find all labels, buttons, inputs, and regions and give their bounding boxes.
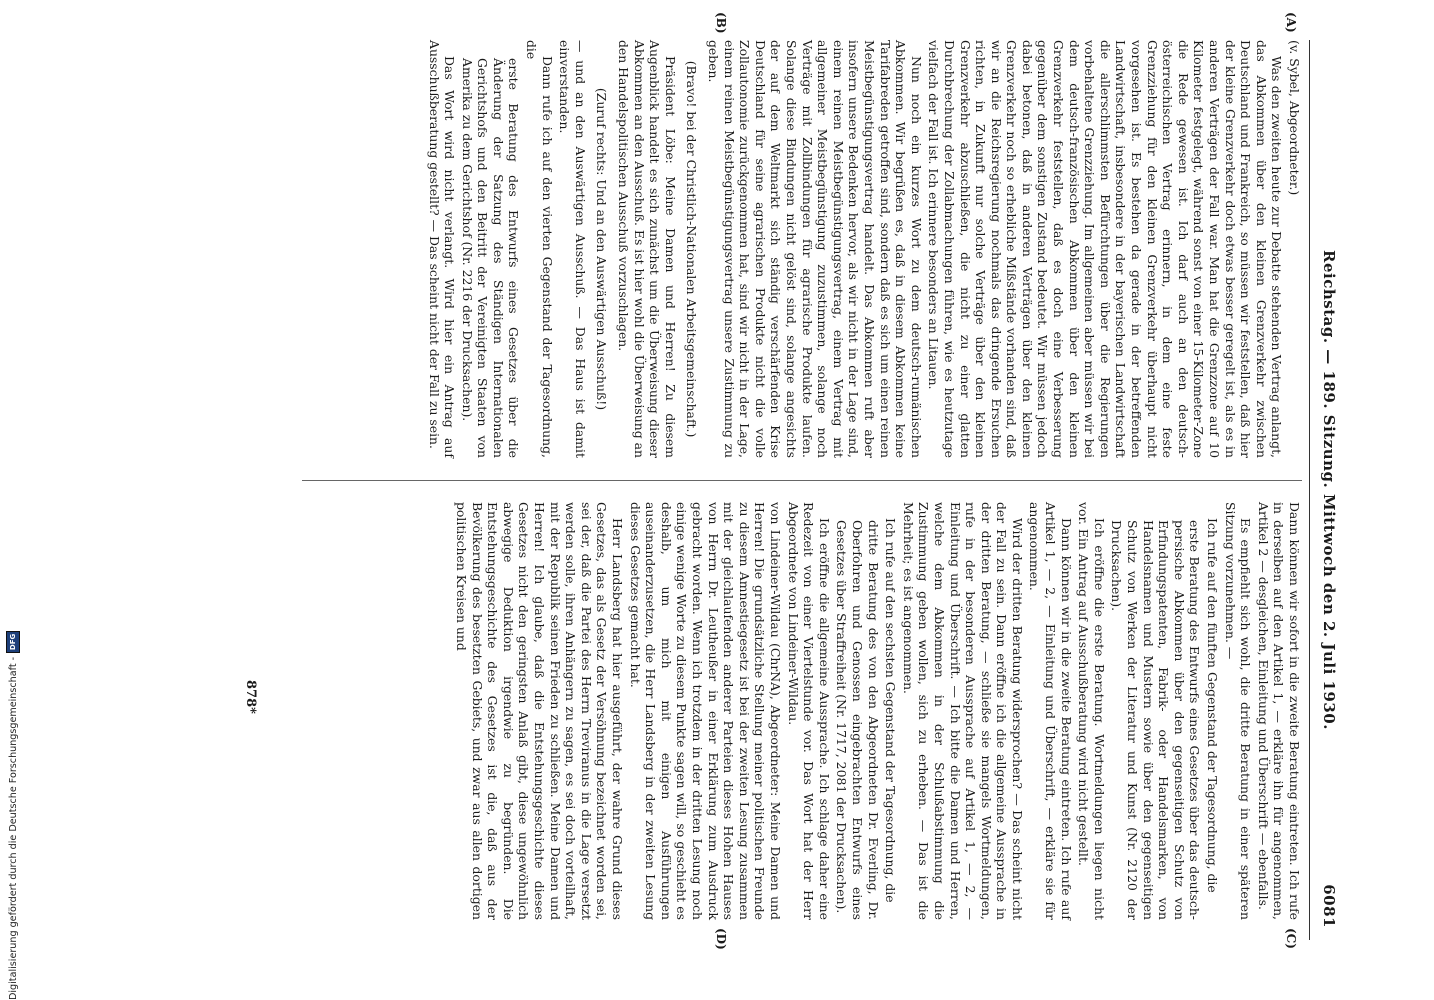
paragraph: Nun noch ein kurzes Wort zu dem deutsch-rumänischen Abkommen. Wir begrüßen es, daß in diesem Abkommen keine Tarifabreden getroffen sind, sondern daß es sich um einen reinen Meistbegünstigungsvertrag handelt. Das Abkommen ruft aber insofern unsere Bedenken hervor, als wir nicht in der Lage sind, einem reinen Meistbegünstigungsvertrag, einem Vertrag mit allgemeiner Meistbegünstigung zuzustimmen, solange noch Verträge mit Zollbindungen für agrarische Produkte laufen. Solange diese Bindungen nicht gelöst sind, solange angesichts der auf dem Weltmarkt sich ständig verschärfenden Krise Deutschland für seine agrarischen Produkte nicht die volle Zollautonomie zurückgenommen hat, sind wir nicht in der Lage, einem reinen Meistbegünstigungsvertrag unsere Zustimmung zu geben. [706,40,924,458]
paragraph: Wird der dritten Beratung widersprochen? — Das scheint nicht der Fall zu sein. Dann eröffne ich die allgemeine Aussprache in der dritten Beratung, — schließe sie mangels Wortmeldungen, rufe in der besonderen Aussprache auf Artikel 1, — 2, — Einleitung und Überschrift. — Ich bitte die Damen und Herren, welche dem Abkommen in der Schlußabstimmung die Zustimmung geben wollen, sich zu erheben. — Das ist die Mehrheit; es ist angenommen. [900,502,1025,920]
dfg-logo-icon: DFG [6,631,20,653]
left-column [212,40,1302,458]
paragraph: erste Beratung des Entwurfs eines Gesetzes über das deutsch-persische Abkommen über den gegenseitigen Schutz von Erfindungspatenten, Fabrik- oder Handelsmarken, von Handelsnamen und Mustern sowie über den gegenseitigen Schutz von Werken der Literatur und Kunst (Nr. 2120 der Drucksachen). [1109,520,1203,920]
paragraph: — und an den Auswärtigen Ausschuß. — Das Haus ist damit einverstanden. [557,40,588,458]
paragraph: (Zuruf rechts: Und an den Auswärtigen Ausschuß!) [594,87,610,411]
margin-marker-c: (C) [1284,928,1298,949]
document-page [128,12,1338,950]
signature-mark: 878* [243,680,258,714]
paragraph: Ich eröffne die allgemeine Aussprache. Ich schlage daher eine Redezeit von einer Viertelstunde vor. Das Wort hat der Herr Abgeordnete von Lindeiner-Wildau. [785,502,832,920]
paragraph: Dann können wir sofort in die zweite Beratung eintreten. Ich rufe in derselben auf den Artikel 1, — erkläre ihn für angenommen, Artikel 2 — desgleichen, Einleitung und Überschrift — ebenfalls. [1255,502,1302,920]
header-rule [1309,40,1310,940]
dfg-credit-line [6,600,20,1000]
paragraph: Ich eröffne die erste Beratung. Wortmeldungen liegen nicht vor. Ein Antrag auf Ausschußberatung wird nicht gestellt. [1076,502,1107,920]
column-divider [302,480,1302,481]
paragraph: (v. Sybel, Abgeordneter.) [1287,40,1302,196]
margin-marker-d: (D) [714,928,728,950]
page-number: 6081 [1320,884,1338,928]
paragraph: Was den zweiten heute zur Debatte stehenden Vertrag anlangt, das Abkommen über den kleinen Grenzverkehr zwischen Deutschland und Frankreich, so müssen wir feststellen, daß hier der kleine Grenzverkehr doch etwas besser geregelt ist, als es in anderen Verträgen der Fall war. Man hat die Grenzzone auf 10 Kilometer festgelegt, während sonst von einer 15-Kilometer-Zone die Rede gewesen ist. Ich darf auch an den deutsch-österreichischen Vertrag erinnern, in dem eine feste Grenzziehung für den kleinen Grenzverkehr überhaupt nicht vorgesehen ist. Es bestehen da gerade in der betreffenden Landwirtschaft, insbesondere in der bayerischen Landwirtschaft die allerschlimmsten Befürchtungen über die Regierungen vorbehaltene Grenzziehung. Im allgemeinen aber müssen wir bei dem deutsch-französischen Abkommen über den kleinen Grenzverkehr feststellen, daß es doch eine Verbesserung gegenüber dem sonstigen Zustand bedeutet. Wir müssen jedoch dabei betonen, daß in anderen Verträgen über den kleinen Grenzverkehr noch so erhebliche Mißstände vorhanden sind, daß wir an die Reichsregierung nochmals das dringende Ersuchen richten, in Zukunft nur solche Verträge über den kleinen Grenzverkehr abzuschließen, die nicht zu einer glatten Durchbrechung der Zollabmachungen führen, wie es heutzutage vielfach der Fall ist. Ich erinnere besonders an Litauen. [926,40,1285,458]
page-title: Reichstag. — 189. Sitzung. Mittwoch den 2. Juli 1930. [1320,250,1338,730]
paragraph: Ich rufe auf den fünften Gegenstand der Tagesordnung, die [1205,518,1221,893]
right-column [212,502,1302,920]
paragraph: von Lindeiner-Wildau (ChrNA), Abgeordneter: Meine Damen und Herren! Die grundsätzliche Stellung meiner politischen Freunde zu diesem Amnestiegesetz ist bei der zweiten Lesung zusammen mit der gleichlaufenden anderer Parteien dieses Hohen Hauses von Herrn Dr. Leutheußer in einer Erklärung zum Ausdruck gebracht worden. Wenn ich trotzdem in der dritten Lesung noch einige wenige Worte zu diesem Punkte sagen will, so geschieht es deshalb, um mich mit einigen Ausführungen auseinanderzusetzen, die Herr Landsberg in der zweiten Lesung dieses Gesetzes gemacht hat. [627,502,783,920]
dfg-credit-text: Digitalisierung gefördert durch die Deutsche Forschungsgemeinschaft - [7,656,19,1000]
paragraph: Dann rufe ich auf den vierten Gegenstand der Tagesordnung, die [524,40,555,458]
paragraph: erste Beratung des Entwurfs eines Gesetzes über die Änderung der Satzung des Ständigen Internationalen Gerichtshofs und den Beitritt der Vereinigten Staaten von Amerika zu dem Gerichtshof (Nr. 2216 der Drucksachen). [459,58,522,458]
paragraph: Herr Landsberg hat hier ausgeführt, der wahre Grund dieses Gesetzes, das als Gesetz der Versöhnung bezeichnet worden sei, sei der, daß die Partei des Herrn Treviranus in die Lage versetzt werden solle, ihren Anhängern zu sagen, es sei doch vorteilhaft, mit der Republik seinen Frieden zu schließen. Meine Damen und Herren! Ich glaube, daß die Entstehungsgeschichte dieses Gesetzes nicht den geringsten Anlaß gibt, diese ungewöhnlich abwegige Deduktion irgendwie zu begründen. Die Entstehungsgeschichte des Gesetzes ist die, daß aus der Bevölkerung des besetzten Gebiets, und zwar aus allen dortigen politischen Kreisen und [454,502,626,920]
paragraph: Ich rufe auf den sechsten Gegenstand der Tagesordnung, die [883,518,899,903]
paragraph: Dann können wir in die zweite Beratung eintreten. Ich rufe auf Artikel 1, — 2, — Einleitung und Überschrift, — erkläre sie für angenommen. [1027,502,1074,920]
page-header [1314,40,1338,940]
margin-marker-a: (A) [1284,12,1298,33]
margin-marker-b: (B) [714,12,728,34]
paragraph: Präsident Löbe: Meine Damen und Herren! Zu diesem Augenblick handelt es sich zunächst um die Überweisung dieser Abkommen an den Ausschuß. Es ist hier wohl die Überweisung an den Handelspolitischen Ausschuß vorzuschlagen. [616,40,678,458]
paragraph: Das Wort wird nicht verlangt. Wird hier ein Antrag auf Ausschußberatung gestellt? — Das scheint nicht der Fall zu sein. [426,40,458,458]
paragraph: Es empfiehlt sich wohl, die dritte Beratung in einer späteren Sitzung vorzunehmen. — [1222,502,1254,920]
paragraph: dritte Beratung des von den Abgeordneten Dr. Everling, Dr. Oberfohren und Genossen eingebrachten Entwurfs eines Gesetzes über Straffreiheit (Nr. 1717, 2081 der Drucksachen). [834,520,881,920]
paragraph: (Bravo! bei der Christlich-Nationalen Arbeitsgemeinschaft.) [684,60,700,438]
